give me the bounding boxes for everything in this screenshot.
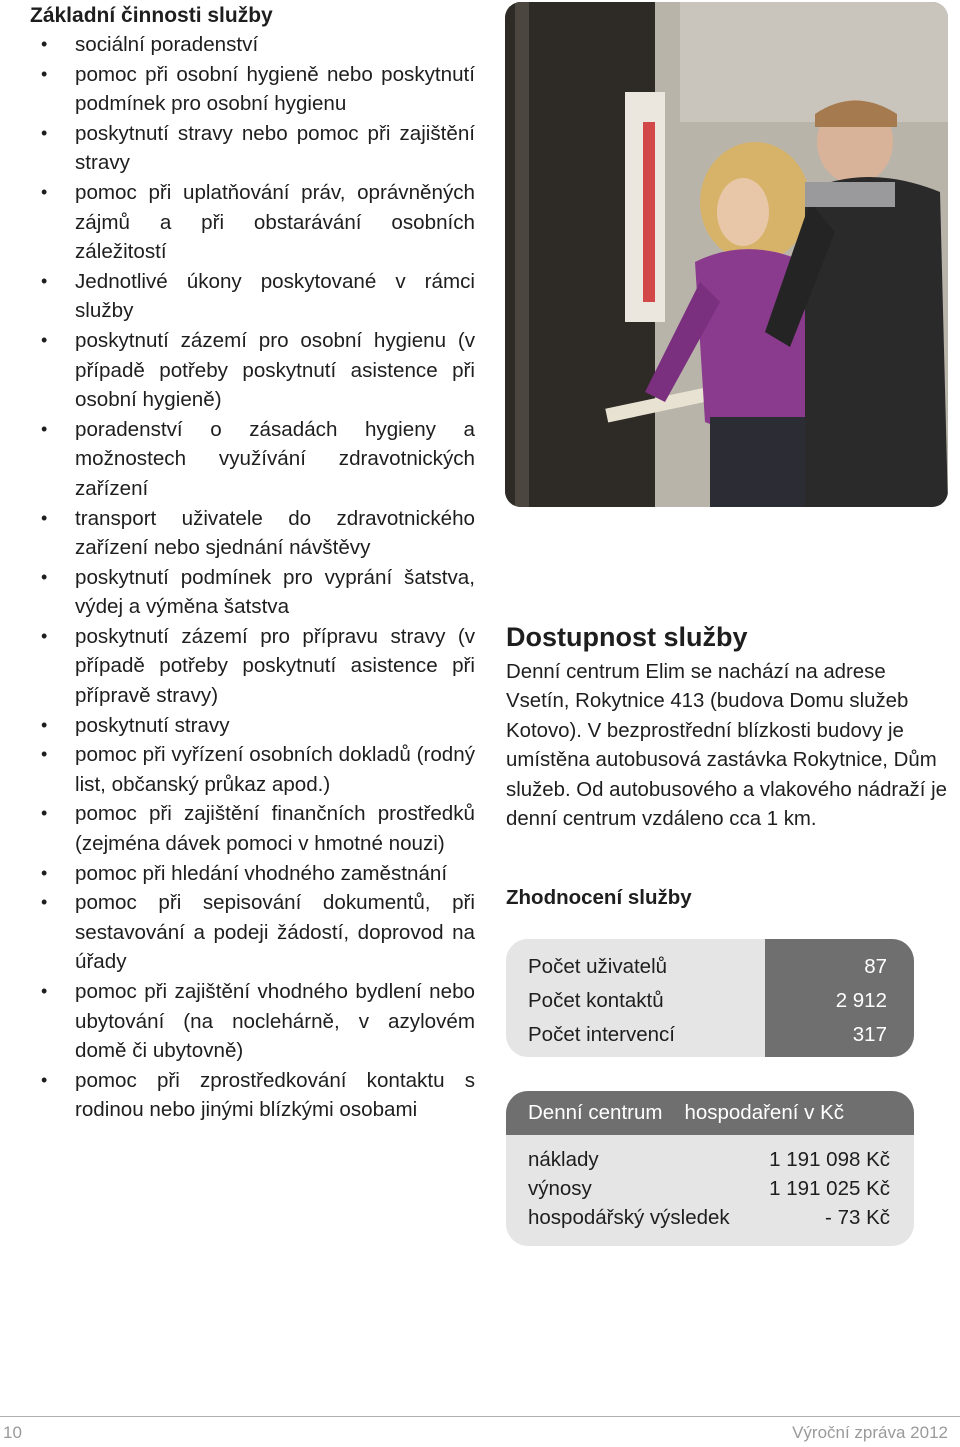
list-item: • Jednotlivé úkony poskytované v rámci služby (30, 267, 475, 326)
services-title: Základní činnosti služby (30, 4, 273, 27)
list-item: • pomoc při sepisování dokumentů, při sestavování a podeji žádostí, doprovod na úřady (30, 888, 475, 977)
list-item: • poskytnutí zázemí pro osobní hygienu (v případě potřeby poskytnutí asistence při osobní hygieně) (30, 326, 475, 415)
list-item: • poskytnutí stravy nebo pomoc při zajištění stravy (30, 119, 475, 178)
photo (505, 2, 948, 507)
stat-value-interventions: 317 (852, 1023, 887, 1046)
photo-illustration (505, 2, 948, 507)
finance-value: 1 191 025 Kč (769, 1177, 890, 1200)
page-number: 10 (3, 1423, 22, 1442)
list-item: • poskytnutí zázemí pro přípravu stravy (v případě potřeby poskytnutí asistence při přípravě stravy) (30, 622, 475, 711)
list-item: • pomoc při hledání vhodného zaměstnání (30, 859, 475, 889)
stats-labels (506, 939, 765, 1057)
availability-title: Dostupnost služby (506, 622, 748, 652)
services-list (30, 30, 475, 1125)
finance-label: výnosy (528, 1177, 592, 1200)
list-item: • poskytnutí stravy (30, 711, 475, 741)
evaluation-title: Zhodnocení služby (506, 886, 692, 909)
finance-header-right: hospodaření v Kč (684, 1101, 844, 1124)
availability-section (506, 620, 950, 834)
report-name: Výroční zpráva 2012 (792, 1423, 948, 1442)
footer-divider (0, 1416, 960, 1417)
availability-text: Denní centrum Elim se nachází na adrese Vsetín, Rokytnice 413 (budova Domu služeb Kotovo). V bezprostřední blízkosti budovy je umístěna autobusová zastávka Rokytnice, Dům služeb. Od autobusového a vlakového nádraží je denní centrum vzdáleno cca 1 km. (506, 661, 947, 831)
list-item: • pomoc při osobní hygieně nebo poskytnutí podmínek pro osobní hygienu (30, 60, 475, 119)
stat-value-contacts: 2 912 (835, 989, 887, 1012)
list-item: • poradenství o zásadách hygieny a možnostech využívání zdravotnických zařízení (30, 415, 475, 504)
list-item: • pomoc při zprostředkování kontaktu s rodinou nebo jinými blízkými osobami (30, 1066, 475, 1125)
finance-rows (506, 1135, 914, 1232)
finance-label: náklady (528, 1148, 599, 1171)
table-row (506, 1145, 914, 1174)
list-item: • sociální poradenství (30, 30, 475, 60)
stats-table (506, 939, 914, 1057)
list-item: • pomoc při uplatňování práv, oprávněných zájmů a při obstarávání osobních záležitostí (30, 178, 475, 267)
list-item: • pomoc při zajištění vhodného bydlení nebo ubytování (na noclehárně, v azylovém domě či ubytovně) (30, 977, 475, 1066)
stat-label-contacts: Počet kontaktů (528, 989, 664, 1012)
stat-label-interventions: Počet intervencí (528, 1023, 675, 1046)
finance-value: 1 191 098 Kč (769, 1148, 890, 1171)
services-section (30, 0, 475, 1125)
finance-header-left: Denní centrum (528, 1101, 663, 1124)
finance-table (506, 1091, 914, 1246)
finance-label: hospodářský výsledek (528, 1206, 730, 1229)
stat-value-users: 87 (864, 955, 887, 978)
list-item: • pomoc při zajištění finančních prostředků (zejména dávek pomoci v hmotné nouzi) (30, 799, 475, 858)
list-item: • transport uživatele do zdravotnického zařízení nebo sjednání návštěvy (30, 504, 475, 563)
table-row (506, 1174, 914, 1203)
stat-label-users: Počet uživatelů (528, 955, 668, 978)
finance-value: - 73 Kč (825, 1206, 890, 1229)
stats-values (765, 939, 914, 1057)
list-item: • pomoc při vyřízení osobních dokladů (rodný list, občanský průkaz apod.) (30, 740, 475, 799)
table-row (506, 1203, 914, 1232)
finance-header (506, 1091, 914, 1135)
list-item: • poskytnutí podmínek pro vyprání šatstva, výdej a výměna šatstva (30, 563, 475, 622)
